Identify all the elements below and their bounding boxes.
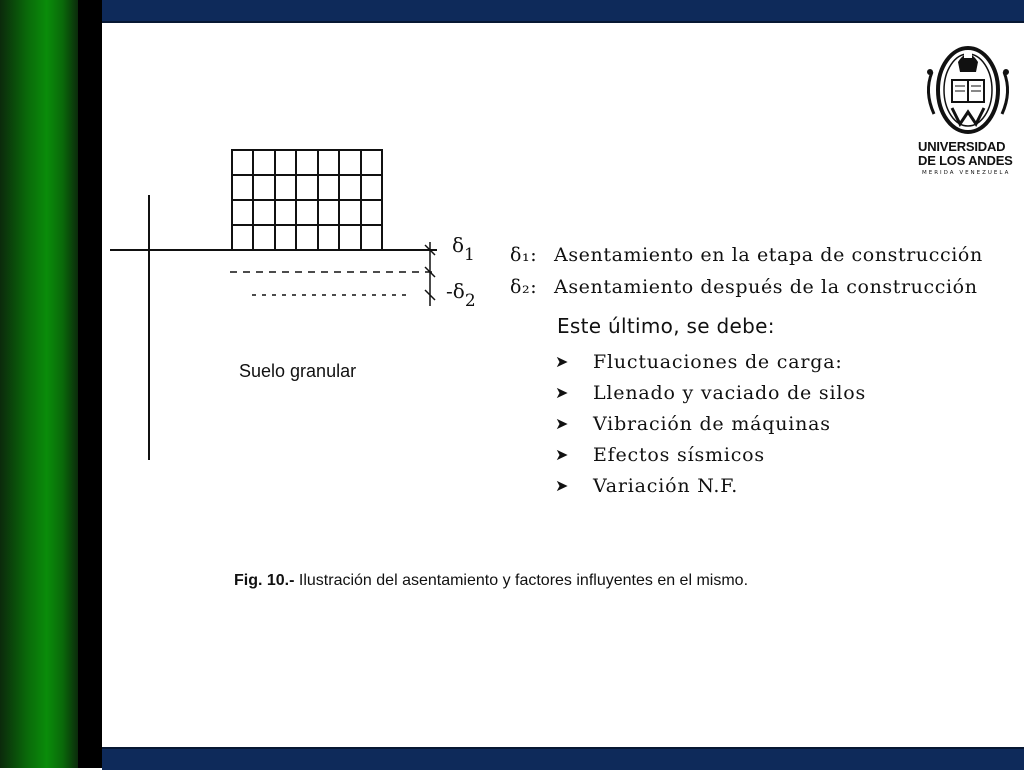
list-item: ➤ Llenado y vaciado de silos bbox=[555, 381, 867, 404]
delta2-label: $-\delta_2$ bbox=[446, 279, 476, 311]
causes-intro: Este último, se debe: bbox=[557, 314, 775, 338]
definition-text: Asentamiento en la etapa de construcción bbox=[554, 244, 983, 266]
left-black-band bbox=[78, 0, 102, 768]
left-green-band bbox=[0, 0, 78, 768]
definition-symbol: δ₁: bbox=[510, 244, 538, 266]
figure-caption-text: Ilustración del asentamiento y factores influyentes en el mismo. bbox=[294, 572, 749, 589]
university-name-line1: UNIVERSIDAD bbox=[918, 139, 1006, 154]
settlement-diagram bbox=[102, 140, 502, 470]
dimension-markers bbox=[425, 242, 435, 306]
university-name-line2: DE LOS ANDES bbox=[918, 153, 1013, 168]
definition-text: Asentamiento después de la construcción bbox=[554, 276, 978, 298]
arrow-bullet-icon: ➤ bbox=[555, 414, 570, 433]
university-location: MERIDA VENEZUELA bbox=[922, 170, 1011, 176]
university-name bbox=[918, 140, 1018, 168]
list-item: ➤ Fluctuaciones de carga: bbox=[555, 350, 843, 373]
top-bar bbox=[102, 0, 1024, 23]
list-item: ➤ Vibración de máquinas bbox=[555, 412, 831, 435]
figure-caption bbox=[234, 572, 748, 590]
soil-label: Suelo granular bbox=[239, 361, 357, 381]
definition-delta2 bbox=[510, 276, 978, 298]
arrow-bullet-icon: ➤ bbox=[555, 445, 570, 464]
arrow-bullet-icon: ➤ bbox=[555, 352, 570, 371]
list-item: ➤ Variación N.F. bbox=[555, 474, 739, 497]
definition-delta1 bbox=[510, 244, 983, 266]
bottom-bar bbox=[102, 747, 1024, 770]
building-grid bbox=[232, 150, 382, 250]
list-item: ➤ Efectos sísmicos bbox=[555, 443, 765, 466]
figure-caption-label: Fig. 10.- bbox=[234, 572, 295, 589]
delta1-label: $\delta_1$ bbox=[452, 233, 475, 265]
causes-list bbox=[555, 346, 866, 501]
definition-symbol: δ₂: bbox=[510, 276, 538, 298]
arrow-bullet-icon: ➤ bbox=[555, 476, 570, 495]
arrow-bullet-icon: ➤ bbox=[555, 383, 570, 402]
